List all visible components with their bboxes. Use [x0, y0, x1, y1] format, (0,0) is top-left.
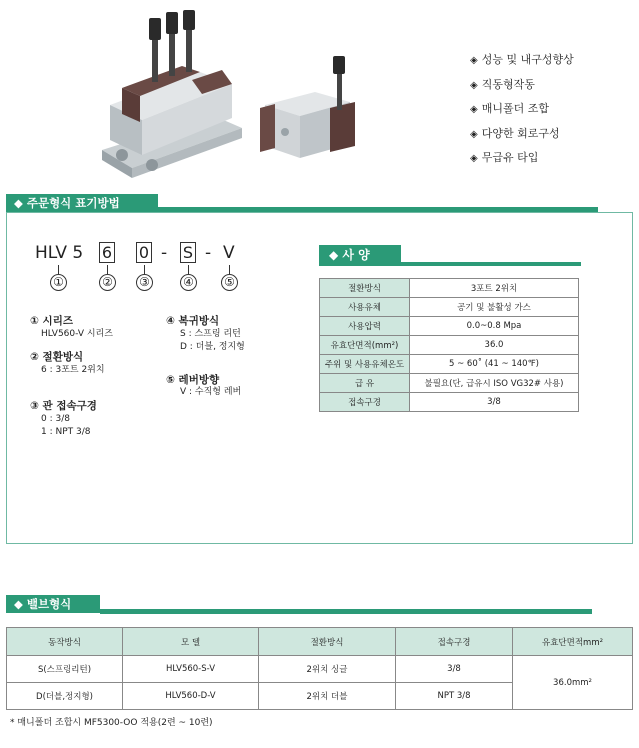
- code-separator: -: [205, 243, 212, 263]
- legend-switch-title: ② 절환방식: [30, 351, 84, 363]
- marker-2: ②: [99, 274, 116, 291]
- legend-return-line: D : 더블, 정지형: [180, 342, 245, 352]
- spec-table: [319, 278, 579, 412]
- marker-5: ⑤: [221, 274, 238, 291]
- feature-item: ◈ 무급유 타입: [470, 151, 539, 164]
- spec-row: 사용압력 0.0~0.8 Mpa: [320, 317, 579, 336]
- code-separator: -: [161, 243, 168, 263]
- manifold-valve-photo: [92, 10, 252, 180]
- spec-row: 사용유체 공기 및 불활성 가스: [320, 298, 579, 317]
- spec-row: 접속구경 3/8: [320, 393, 579, 412]
- manifold-note: * 매니폴더 조합시 MF5300-OO 적용(2련 ~ 10련): [10, 718, 213, 728]
- feature-item: ◈ 다양한 회로구성: [470, 126, 560, 140]
- spec-header: ◆ 사 양: [319, 245, 401, 266]
- legend-port-line: 1 : NPT 3/8: [41, 427, 91, 437]
- spec-row: 절환방식 3포트 2위치: [320, 279, 579, 298]
- legend-return-line: S : 스프링 리턴: [180, 329, 241, 339]
- valve-section-header: ◆ 밸브형식: [6, 595, 100, 613]
- legend-lever-title: ⑤ 레버방향: [166, 374, 220, 386]
- legend-lever-line: V : 수직형 레버: [180, 387, 242, 397]
- section-divider: [100, 609, 592, 614]
- code-tick: [229, 265, 230, 274]
- code-tick: [107, 265, 108, 274]
- code-tick: [58, 265, 59, 274]
- code-prefix: HLV 5: [35, 243, 84, 263]
- valve-row: S(스프링리턴) HLV560-S-V 2위치 싱글 3/8 36.0mm²: [7, 656, 633, 683]
- spec-row: 급 유 불필요(단, 급유시 ISO VG32# 사용): [320, 374, 579, 393]
- legend-series-title: ① 시리즈: [30, 315, 73, 327]
- marker-4: ④: [180, 274, 197, 291]
- legend-series-line: HLV560-V 시리즈: [41, 329, 113, 339]
- single-valve-photo: [255, 50, 365, 170]
- order-section-header: ◆ 주문형식 표기방법: [6, 194, 158, 212]
- code-box-port: 0: [136, 242, 152, 263]
- code-tick: [188, 265, 189, 274]
- feature-item: ◈ 직동형작동: [470, 77, 535, 91]
- code-box-switch: 6: [99, 242, 115, 263]
- code-tick: [144, 265, 145, 274]
- legend-return-title: ④ 복귀방식: [166, 315, 220, 327]
- code-lever: V: [223, 243, 235, 263]
- feature-list: [470, 48, 574, 171]
- legend-port-title: ③ 관 접속구경: [30, 400, 97, 412]
- spec-row: 주위 및 사용유체온도 5 ~ 60˚ (41 ~ 140℉): [320, 355, 579, 374]
- valve-table: [6, 627, 633, 710]
- legend-port-line: 0 : 3/8: [41, 414, 70, 424]
- code-box-return: S: [180, 242, 196, 263]
- legend-switch-line: 6 : 3포트 2위치: [41, 365, 105, 375]
- marker-3: ③: [136, 274, 153, 291]
- valve-header-row: 동작방식 모 델 절환방식 접속구경 유효단면적mm²: [7, 628, 633, 656]
- spec-row: 유효단면적(mm²) 36.0: [320, 336, 579, 355]
- marker-1: ①: [50, 274, 67, 291]
- valve-row: D(더블,정지형) HLV560-D-V 2위치 더블 NPT 3/8: [7, 683, 633, 710]
- feature-item: ◈ 성능 및 내구성향상: [470, 53, 574, 66]
- spec-divider: [401, 262, 581, 266]
- feature-item: ◈ 매니폴더 조합: [470, 102, 549, 115]
